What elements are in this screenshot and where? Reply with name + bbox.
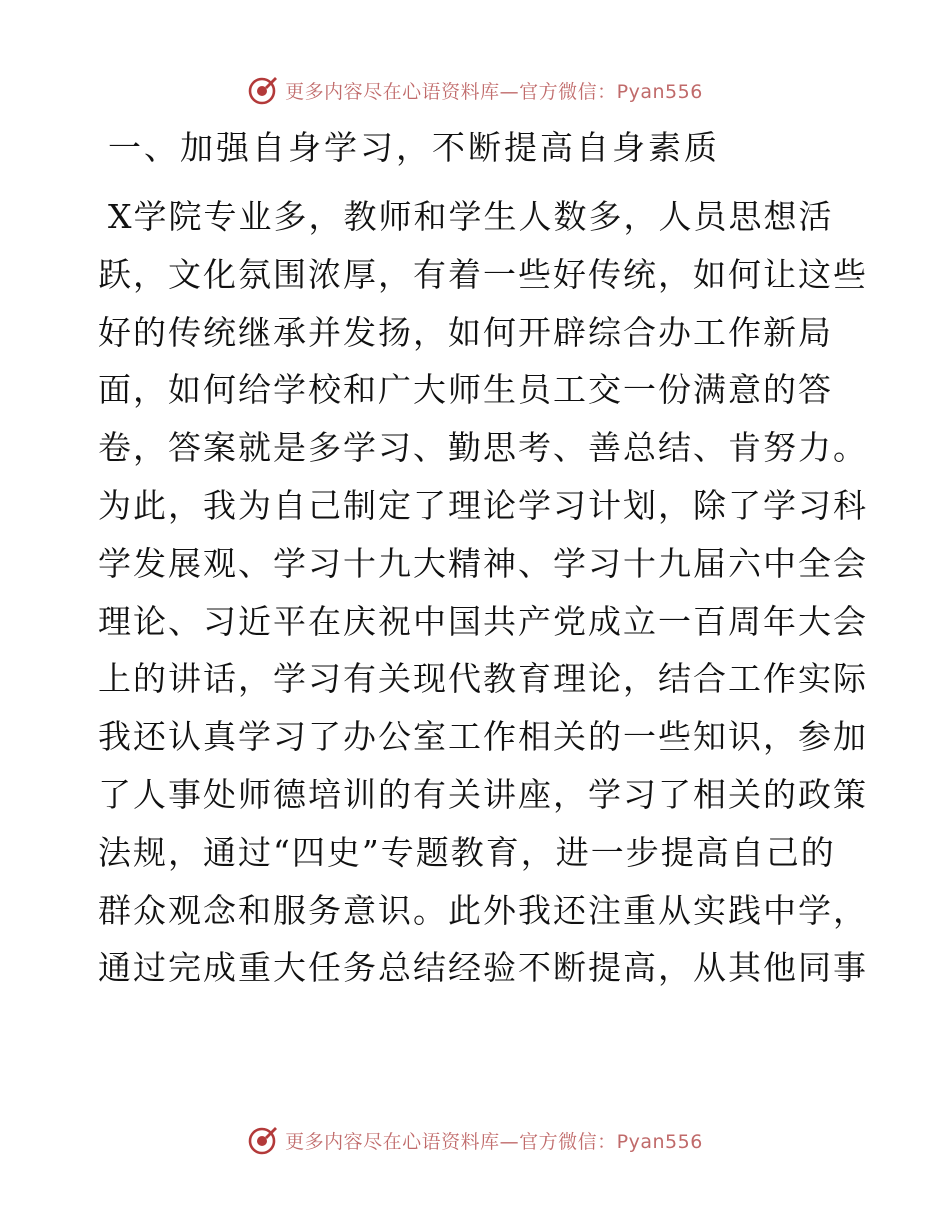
paragraph-line: 为此，我为自己制定了理论学习计划，除了学习科 <box>98 485 868 525</box>
pen-logo-icon <box>247 1124 279 1156</box>
document-body <box>98 122 868 997</box>
pen-logo-icon <box>247 74 279 106</box>
paragraph-line: 了人事处师德培训的有关讲座，学习了相关的政策 <box>98 774 868 814</box>
header-banner <box>0 70 950 110</box>
paragraph-line: 学发展观、学习十九大精神、学习十九届六中全会 <box>98 543 868 583</box>
paragraph-line: 群众观念和服务意识。此外我还注重从实践中学， <box>98 890 868 930</box>
paragraph-line: 理论、习近平在庆祝中国共产党成立一百周年大会 <box>98 601 868 641</box>
section-heading: 一、加强自身学习，不断提高自身素质 <box>108 128 720 167</box>
paragraph-line: 法规，通过“四史”专题教育，进一步提高自己的 <box>98 832 836 872</box>
paragraph-line: 卷，答案就是多学习、勤思考、善总结、肯努力。 <box>98 428 868 468</box>
footer-banner <box>0 1120 950 1160</box>
paragraph-line: 我还认真学习了办公室工作相关的一些知识，参加 <box>98 717 868 757</box>
paragraph <box>98 188 868 997</box>
paragraph-line: 面，如何给学校和广大师生员工交一份满意的答 <box>98 370 833 410</box>
paragraph-line: 上的讲话，学习有关现代教育理论，结合工作实际 <box>98 659 868 699</box>
banner-text: 更多内容尽在心语资料库—官方微信：Pyan556 <box>285 80 703 103</box>
paragraph-line: 跃，文化氛围浓厚，有着一些好传统，如何让这些 <box>98 254 868 294</box>
paragraph-line: 通过完成重大任务总结经验不断提高，从其他同事 <box>98 948 868 988</box>
paragraph-line: 好的传统继承并发扬，如何开辟综合办工作新局 <box>98 312 833 352</box>
paragraph-line: X学院专业多，教师和学生人数多，人员思想活 <box>108 197 834 236</box>
banner-text: 更多内容尽在心语资料库—官方微信：Pyan556 <box>285 1130 703 1153</box>
